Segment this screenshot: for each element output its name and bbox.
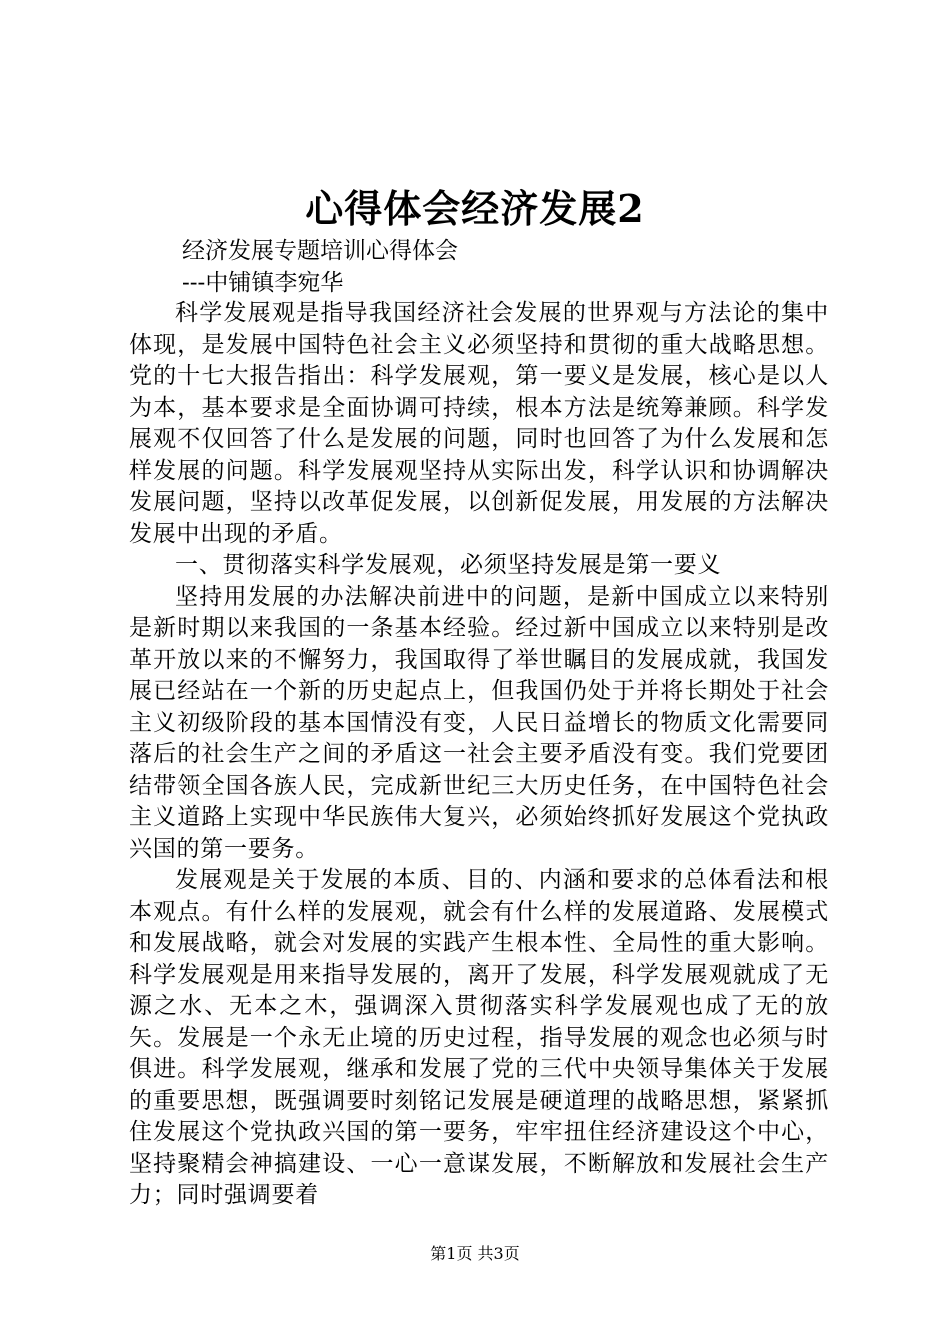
document-subtitle: 经济发展专题培训心得体会: [182, 238, 458, 264]
document-author: ---中铺镇李宛华: [182, 270, 344, 296]
section-heading: 一、贯彻落实科学发展观，必须坚持发展是第一要义: [175, 552, 722, 578]
document-body: [129, 298, 829, 1212]
paragraph-experience: 坚持用发展的办法解决前进中的问题，是新中国成立以来特别是新时期以来我国的一条基本经验。经过新中国成立以来特别是改革开放以来的不懈努力，我国取得了举世瞩目的发展成就，我国发展已经站在一个新的历史起点上，但我国仍处于并将长期处于社会主义初级阶段的基本国情没有变，人民日益增长的物质文化需要同落后的社会生产之间的矛盾这一社会主要矛盾没有变。我们党要团结带领全国各族人民，完成新世纪三大历史任务，在中国特色社会主义道路上实现中华民族伟大复兴，必须始终抓好发展这个党执政兴国的第一要务。: [129, 583, 829, 862]
document-title: 心得体会经济发展2: [305, 186, 645, 231]
paragraph-intro: 科学发展观是指导我国经济社会发展的世界观与方法论的集中体现，是发展中国特色社会主义必须坚持和贯彻的重大战略思想。党的十七大报告指出：科学发展观，第一要义是发展，核心是以人为本，基本要求是全面协调可持续，根本方法是统筹兼顾。科学发展观不仅回答了什么是发展的问题，同时也回答了为什么发展和怎样发展的问题。科学发展观坚持从实际出发，科学认识和协调解决发展问题，坚持以改革促发展，以创新促发展，用发展的方法解决发展中出现的矛盾。: [129, 300, 829, 547]
page-footer: 第1页 共3页: [430, 1244, 520, 1263]
paragraph-development-view: 发展观是关于发展的本质、目的、内涵和要求的总体看法和根本观点。有什么样的发展观，就会有什么样的发展道路、发展模式和发展战略，就会对发展的实践产生根本性、全局性的重大影响。科学发展观是用来指导发展的，离开了发展，科学发展观就成了无源之水、无本之木，强调深入贯彻落实科学发展观也成了无的放矢。发展是一个永无止境的历史过程，指导发展的观念也必须与时俱进。科学发展观，继承和发展了党的三代中央领导集体关于发展的重要思想，既强调要时刻铭记发展是硬道理的战略思想，紧紧抓住发展这个党执政兴国的第一要务，牢牢扭住经济建设这个中心，坚持聚精会神搞建设、一心一意谋发展，不断解放和发展社会生产力；同时强调要着: [129, 867, 829, 1208]
